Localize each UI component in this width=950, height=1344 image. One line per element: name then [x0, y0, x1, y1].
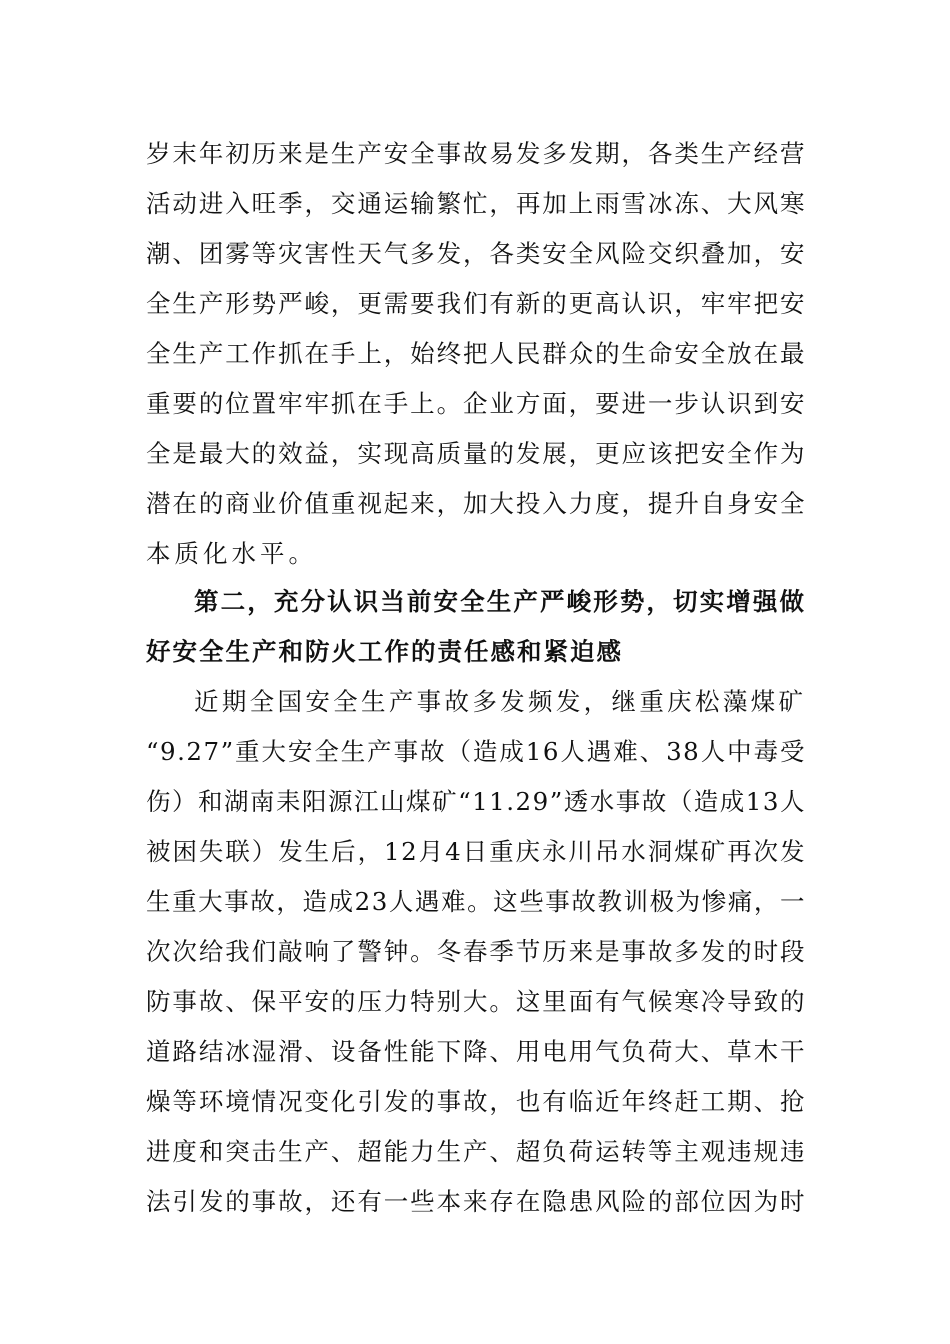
text-line: 潜在的商业价值重视起来，加大投入力度，提升自身安全: [146, 489, 806, 518]
text-line: 本质化水平。: [146, 539, 317, 568]
text-line: 进度和突击生产、超能力生产、超负荷运转等主观违规违: [146, 1137, 806, 1166]
paragraph-2: [146, 677, 806, 1227]
paragraph-1: [146, 129, 806, 579]
text-line: 燥等环境情况变化引发的事故，也有临近年终赶工期、抢: [146, 1087, 806, 1116]
text-line: 全生产形势严峻，更需要我们有新的更高认识，牢牢把安: [146, 289, 806, 318]
text-line: 生重大事故，造成23人遇难。这些事故教训极为惨痛，一: [146, 887, 806, 916]
text-line: 法引发的事故，还有一些本来存在隐患风险的部位因为时: [146, 1187, 806, 1216]
text-line: 伤）和湖南耒阳源江山煤矿“11.29”透水事故（造成13人: [146, 787, 806, 816]
text-line: 近期全国安全生产事故多发频发，继重庆松藻煤矿: [194, 687, 806, 716]
text-line: 岁末年初历来是生产安全事故易发多发期，各类生产经营: [146, 139, 806, 168]
text-line: 潮、团雾等灾害性天气多发，各类安全风险交织叠加，安: [146, 239, 806, 268]
text-line: “9.27”重大安全生产事故（造成16人遇难、38人中毒受: [146, 737, 806, 766]
text-line: 全是最大的效益，实现高质量的发展，更应该把安全作为: [146, 439, 806, 468]
heading-line: 第二，充分认识当前安全生产严峻形势，切实增强做: [194, 587, 806, 616]
text-line: 防事故、保平安的压力特别大。这里面有气候寒冷导致的: [146, 987, 806, 1016]
text-line: 全生产工作抓在手上，始终把人民群众的生命安全放在最: [146, 339, 806, 368]
text-line: 重要的位置牢牢抓在手上。企业方面，要进一步认识到安: [146, 389, 806, 418]
text-line: 道路结冰湿滑、设备性能下降、用电用气负荷大、草木干: [146, 1037, 806, 1066]
text-line: 被困失联）发生后，12月4日重庆永川吊水洞煤矿再次发: [146, 837, 806, 866]
text-line: 次次给我们敲响了警钟。冬春季节历来是事故多发的时段: [146, 937, 806, 966]
heading-line: 好安全生产和防火工作的责任感和紧迫感: [146, 637, 623, 666]
text-line: 活动进入旺季，交通运输繁忙，再加上雨雪冰冻、大风寒: [146, 189, 806, 218]
section-heading-2: [146, 577, 806, 677]
